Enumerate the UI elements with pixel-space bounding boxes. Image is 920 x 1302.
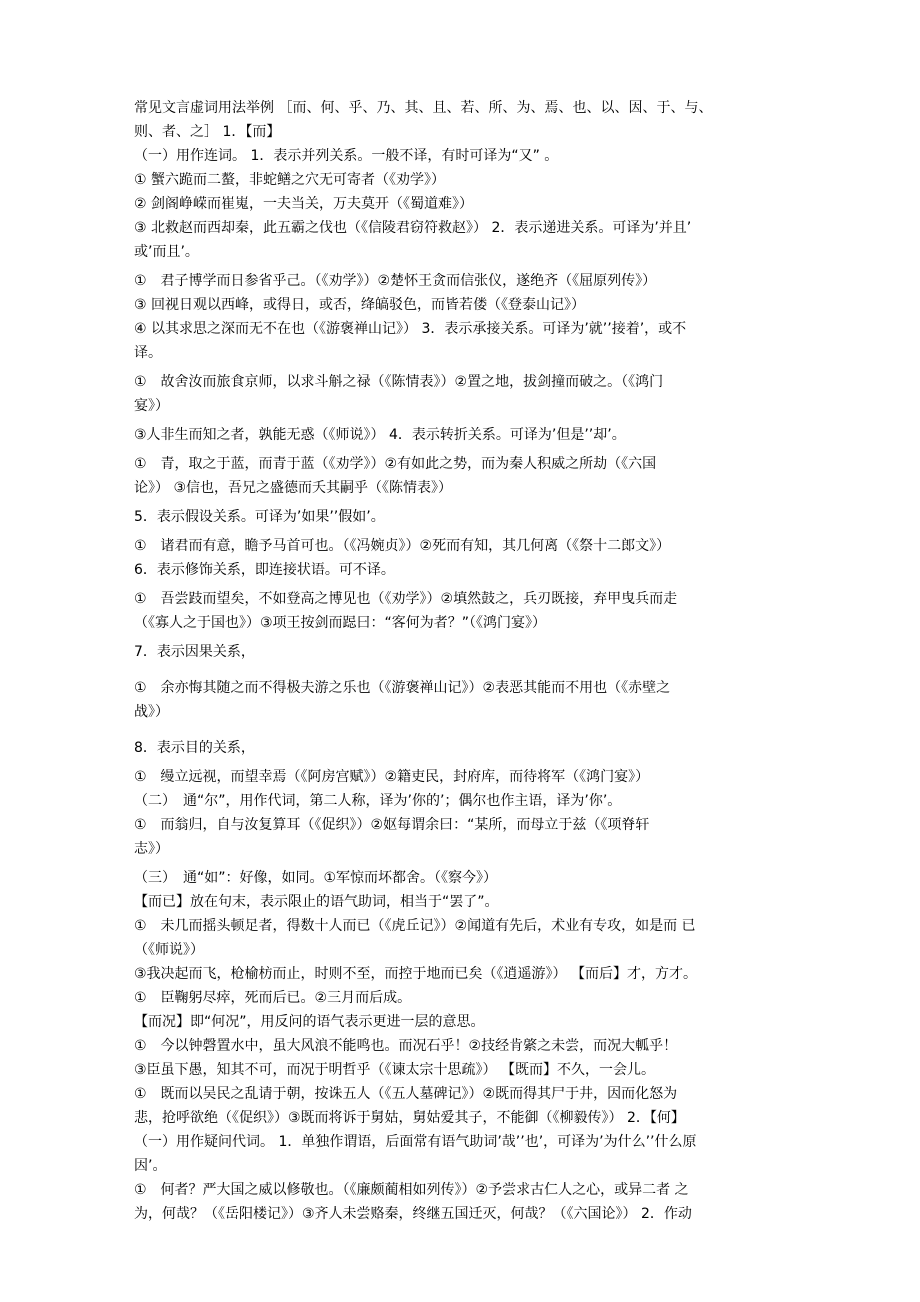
text-line-11: 译。 xyxy=(134,345,162,361)
text-line-9: ③ 回视日观以西峰，或得日，或否，绛皜驳色，而皆若偻（《登泰山记》） xyxy=(134,297,585,313)
text-line-5: ② 剑阁峥嵘而崔嵬，一夫当关，万夫莫开（《蜀道难》） xyxy=(134,196,473,212)
text-line-18: ① 诸君而有意，瞻予马首可也。（《冯婉贞》）②死而有知，其几何离（《祭十二郎文》） xyxy=(134,538,671,554)
text-line-33: （《师说》） xyxy=(134,942,204,958)
text-line-30: （三） 通“如”：好像，如同。①军惊而坏都舍。（《察今》） xyxy=(134,870,498,886)
text-line-12: ① 故舍汝而旅食京师，以求斗斛之禄（《陈情表》）②置之地，拔剑撞而破之。（《鸿门 xyxy=(134,374,664,390)
text-line-40: 悲，抢呼欲绝（《促织》）③既而将诉于舅姑，舅姑爱其子，不能御（《柳毅传》） 2．【何】 xyxy=(134,1110,685,1126)
text-line-17: 5．表示假设关系。可译为’如果’’假如’。 xyxy=(134,509,385,525)
text-line-41: （一）用作疑问代词。 1．单独作谓语，后面常有语气助词’哉’’也’，可译为’为什么’’什么原 xyxy=(134,1134,697,1150)
text-line-15: ① 青，取之于蓝，而青于蓝（《劝学》）②有如此之势，而为秦人积威之所劫（《六国 xyxy=(134,456,657,472)
text-line-6: ③ 北救赵而西却秦，此五霸之伐也（《信陵君窃符救赵》） 2．表示递进关系。可译为’并且’ xyxy=(134,220,692,236)
text-line-8: ① 君子博学而日参省乎己。（《劝学》）②楚怀王贪而信张仪，遂绝齐（《屈原列传》） xyxy=(134,273,657,289)
text-line-14: ③人非生而知之者，孰能无惑（《师说》） 4．表示转折关系。可译为’但是’’却’。 xyxy=(134,427,626,443)
text-line-34: ③我决起而飞，枪榆枋而止，时则不至，而控于地而已矣（《逍遥游》） 【而后】才，方才。 xyxy=(134,966,697,982)
text-line-13: 宴》） xyxy=(134,398,169,414)
text-line-16: 论》） ③信也，吾兄之盛德而夭其嗣乎（《陈情表》） xyxy=(134,480,452,496)
text-line-21: （《寡人之于国也》）③项王按剑而跽曰：“客何为者？”（《鸿门宴》） xyxy=(134,615,547,631)
text-line-10: ④ 以其求思之深而无不在也（《游褒禅山记》） 3．表示承接关系。可译为’就’’接着’，或不 xyxy=(134,321,687,337)
text-line-37: ① 今以钟磬置水中，虽大风浪不能鸣也。而况石乎！②技经肯綮之未尝，而况大軱乎！ xyxy=(134,1038,678,1054)
text-line-39: ① 既而以吴民之乱请于朝，按诛五人（《五人墓碑记》）②既而得其尸于井，因而化怒为 xyxy=(134,1086,678,1102)
text-line-1: 常见文言虚词用法举例 ［而、何、乎、乃、其、且、若、所、为、焉、也、以、因、于、与、 xyxy=(134,100,713,116)
text-line-22: 7．表示因果关系， xyxy=(134,644,255,660)
text-line-19: 6．表示修饰关系，即连接状语。可不译。 xyxy=(134,562,395,578)
text-line-38: ③臣虽下愚，知其不可，而况于明哲乎（《谏太宗十思疏》） 【既而】不久，一会儿。 xyxy=(134,1062,655,1078)
text-line-43: ① 何者？严大国之威以修敬也。（《廉颇蔺相如列传》）②予尝求古仁人之心，或异二者 之 xyxy=(134,1182,689,1198)
text-line-20: ① 吾尝跂而望矣，不如登高之博见也（《劝学》）②填然鼓之，兵刃既接，弃甲曳兵而走 xyxy=(134,591,678,607)
text-line-42: 因’。 xyxy=(134,1158,167,1174)
text-line-44: 为，何哉？（《岳阳楼记》）③齐人未尝赂秦，终继五国迁灭，何哉？（《六国论》） 2．作动 xyxy=(134,1206,692,1222)
text-line-4: ① 蟹六跪而二螯，非蛇鳝之穴无可寄者（《劝学》） xyxy=(134,172,445,188)
text-line-24: 战》） xyxy=(134,704,169,720)
text-line-26: ① 缦立远视，而望幸焉（《阿房宫赋》）②籍吏民，封府库，而待将军（《鸿门宴》） xyxy=(134,769,650,785)
text-line-31: 【而已】放在句末，表示限止的语气助词，相当于“罢了”。 xyxy=(134,894,499,910)
text-line-2: 则、者、之］ 1．【而】 xyxy=(134,124,281,140)
text-line-7: 或’而且’。 xyxy=(134,244,199,260)
text-line-32: ① 未几而摇头顿足者，得数十人而已（《虎丘记》）②闻道有先后，术业有专攻，如是而 已 xyxy=(134,918,696,934)
text-line-23: ① 余亦悔其随之而不得极夫游之乐也（《游褒禅山记》）②表恶其能而不用也（《赤壁之 xyxy=(134,680,671,696)
text-line-27: （二） 通“尔”，用作代词，第二人称，译为’你的’；偶尔也作主语，译为’你’。 xyxy=(134,793,622,809)
text-line-29: 志》） xyxy=(134,841,169,857)
text-line-3: （一）用作连词。 1．表示并列关系。一般不译，有时可译为“又” 。 xyxy=(134,148,559,164)
text-line-35: ① 臣鞠躬尽瘁，死而后已。②三月而后成。 xyxy=(134,990,412,1006)
text-line-28: ① 而翁归，自与汝复算耳（《促织》）②妪每谓余曰：“某所，而母立于兹（《项脊轩 xyxy=(134,817,650,833)
text-line-25: 8．表示目的关系， xyxy=(134,740,255,756)
document-body xyxy=(134,96,794,1226)
text-line-36: 【而况】即“何况”，用反问的语气表示更进一层的意思。 xyxy=(134,1014,485,1030)
